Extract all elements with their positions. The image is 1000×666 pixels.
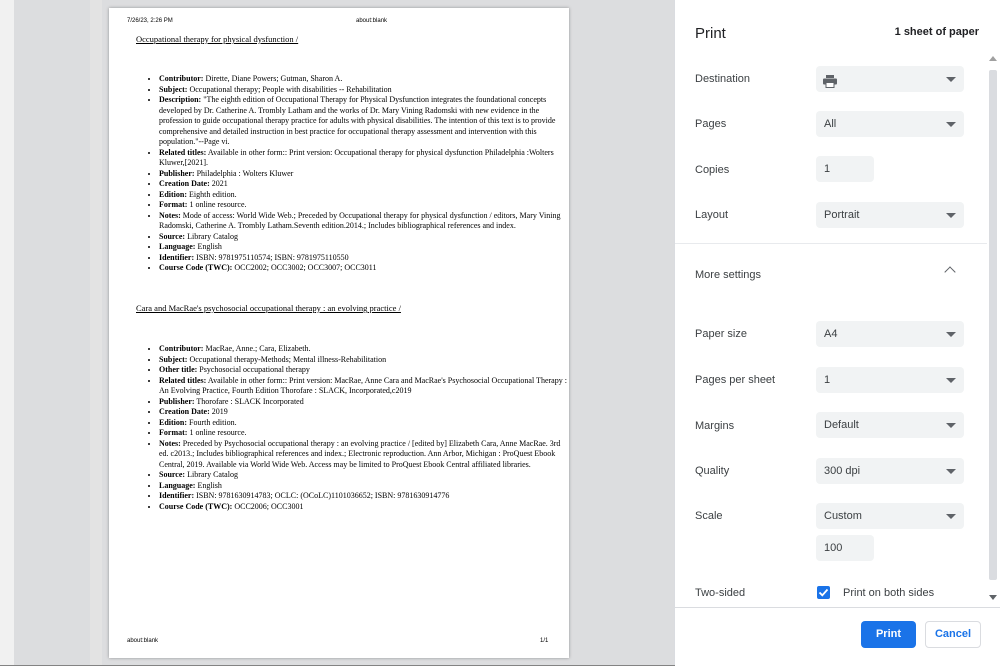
two-sided-checkbox[interactable]	[817, 586, 830, 599]
field-value: English	[195, 242, 222, 251]
field-label: Description:	[159, 95, 202, 104]
field-label: Other title:	[159, 365, 198, 374]
field-label: Identifier:	[159, 491, 195, 500]
scale-select[interactable]	[816, 503, 964, 529]
margins-select[interactable]	[816, 412, 964, 438]
chevron-down-icon	[946, 122, 956, 127]
record-fields	[133, 74, 569, 274]
field-value: "The eighth edition of Occupational Therapy for Physical Dysfunction integrates the foundational concepts developed by Dr. Catherine A. Trombly Latham and the works of Dr. Mary Vining Radomski with new evidence in the profession to guide occupational therapy practice for adults with physical disabilities. The intention of this text is to provide comprehensive and detailed instruction in best practice for occupational therapy assessment and intervention with this population."--Page vi.	[159, 95, 556, 146]
record-field	[159, 95, 569, 148]
record-field	[159, 355, 569, 366]
page-footer-page-count: 1/1	[540, 638, 549, 644]
record-field	[159, 190, 569, 201]
field-label: Contributor:	[159, 344, 204, 353]
field-label: Contributor:	[159, 74, 204, 83]
printer-icon	[823, 72, 837, 98]
record-field	[159, 397, 569, 408]
background-page-edge	[90, 0, 102, 665]
field-label: Identifier:	[159, 252, 195, 262]
field-value: Thorofare : SLACK Incorporated	[194, 396, 304, 406]
field-value: Psychosocial occupational therapy	[197, 365, 310, 374]
two-sided-label: Two-sided	[695, 587, 746, 599]
preview-page	[109, 8, 569, 658]
destination-select[interactable]	[816, 66, 964, 92]
margins-value: Default	[824, 419, 859, 431]
record-fields	[133, 344, 569, 512]
print-settings-panel	[674, 0, 1000, 665]
quality-value: 300 dpi	[824, 465, 861, 477]
background-page-edge	[0, 0, 14, 665]
field-value: 2019	[209, 407, 228, 416]
record-field	[159, 491, 569, 502]
field-label: Language:	[159, 480, 196, 490]
chevron-up-icon[interactable]	[944, 266, 955, 277]
field-label: Creation Date:	[159, 179, 210, 188]
field-label: Publisher:	[159, 396, 195, 406]
field-label: Source:	[159, 470, 186, 479]
chevron-down-icon	[946, 469, 956, 474]
field-label: Edition:	[159, 189, 188, 199]
page-header-url: about:blank	[356, 18, 388, 24]
chevron-down-icon	[946, 378, 956, 383]
record-field	[159, 263, 569, 274]
scale-label: Scale	[695, 510, 723, 522]
field-label: Course Code (TWC):	[159, 501, 233, 511]
field-value: ISBN: 9781975110574; ISBN: 9781975110550	[194, 252, 349, 262]
layout-value: Portrait	[824, 209, 860, 221]
field-label: Related titles:	[159, 375, 207, 385]
record-field	[159, 418, 569, 429]
field-value: OCC2006; OCC3001	[232, 501, 304, 511]
scale-percent-input[interactable]: 100	[816, 535, 874, 561]
field-value: Available in other form:: Print version: Occupational therapy for physical dysfunction Philadelphia :Wolters Kluwer,[2021].	[159, 147, 554, 167]
record-title: Cara and MacRae's psychosocial occupational therapy : an evolving practice /	[136, 303, 401, 313]
chevron-down-icon	[946, 514, 956, 519]
chevron-down-icon	[946, 332, 956, 337]
field-value: OCC2002; OCC3002; OCC3007; OCC3011	[232, 263, 377, 272]
page-footer-url: about:blank	[127, 638, 159, 644]
record-field	[159, 85, 569, 96]
print-button[interactable]: Print	[861, 621, 916, 648]
field-label: Language:	[159, 242, 196, 251]
record-title: Occupational therapy for physical dysfunction /	[136, 34, 299, 44]
pages-select[interactable]	[816, 111, 964, 137]
page-header-date: 7/26/23, 2:26 PM	[127, 18, 173, 24]
panel-title: Print	[695, 25, 726, 42]
record-field	[159, 481, 569, 492]
field-label: Related titles:	[159, 147, 207, 157]
record-field	[159, 344, 569, 355]
field-label: Format:	[159, 200, 188, 209]
field-label: Format:	[159, 428, 188, 437]
panel-scrollbar[interactable]	[989, 56, 997, 600]
field-label: Publisher:	[159, 168, 195, 178]
field-label: Notes:	[159, 210, 181, 220]
layout-select[interactable]	[816, 202, 964, 228]
field-value: Available in other form:: Print version: MacRae, Anne Cara and MacRae's Psychosocial Occupational Therapy : An Evolving Practice, Fourth Edition Thorofare : SLACK, Incorporated,c2019	[159, 375, 567, 395]
chevron-down-icon	[946, 213, 956, 218]
field-label: Creation Date:	[159, 407, 210, 416]
field-value: Eighth edition.	[187, 189, 237, 199]
record-field	[159, 200, 569, 211]
cancel-button[interactable]: Cancel	[925, 621, 981, 648]
field-value: 1 online resource.	[187, 428, 247, 437]
quality-select[interactable]	[816, 458, 964, 484]
destination-label: Destination	[695, 73, 751, 85]
field-value: Mode of access: World Wide Web.; Preceded by Occupational therapy for physical dysfunction / editors, Mary Vining Radomski, Catherine A. Trombly Latham.Seventh edition.2014.; Includes bibliographical references and index.	[159, 210, 561, 230]
more-settings-toggle[interactable]: More settings	[695, 269, 762, 281]
record-field	[159, 179, 569, 190]
field-label: Subject:	[159, 354, 188, 364]
field-value: Library Catalog	[185, 231, 238, 241]
paper-size-select[interactable]	[816, 321, 964, 347]
record-field	[159, 376, 569, 397]
chevron-down-icon	[946, 423, 956, 428]
paper-size-value: A4	[824, 328, 838, 340]
field-label: Source:	[159, 231, 186, 241]
check-icon	[818, 587, 829, 598]
record-field	[159, 470, 569, 481]
field-value: Occupational therapy-Methods; Mental illness-Rehabilitation	[187, 354, 387, 364]
field-label: Subject:	[159, 84, 188, 94]
panel-footer	[675, 607, 1000, 666]
field-value: Dirette, Diane Powers; Gutman, Sharon A.	[203, 74, 343, 83]
pages-per-sheet-select[interactable]	[816, 367, 964, 393]
record-field	[159, 253, 569, 264]
record-field	[159, 407, 569, 418]
field-value: English	[195, 480, 222, 490]
field-value: 2021	[209, 179, 228, 188]
record-field	[159, 365, 569, 376]
record-field	[159, 428, 569, 439]
chevron-down-icon	[946, 77, 956, 82]
pages-per-sheet-label: Pages per sheet	[695, 374, 776, 386]
record-field	[159, 242, 569, 253]
record-field	[159, 169, 569, 180]
paper-size-label: Paper size	[695, 328, 747, 340]
field-value: 1 online resource.	[187, 200, 247, 209]
field-label: Course Code (TWC):	[159, 263, 233, 272]
quality-label: Quality	[695, 465, 730, 477]
copies-input[interactable]: 1	[816, 156, 874, 182]
scroll-down-icon[interactable]	[989, 595, 997, 600]
scale-value: Custom	[824, 510, 862, 522]
record-field	[159, 232, 569, 243]
field-value: MacRae, Anne.; Cara, Elizabeth.	[203, 344, 311, 353]
sheet-count: 1 sheet of paper	[894, 26, 979, 38]
field-value: ISBN: 9781630914783; OCLC: (OCoLC)1101036652; ISBN: 9781630914776	[194, 491, 450, 500]
scroll-up-icon[interactable]	[989, 56, 997, 61]
field-value: Occupational therapy; People with disabilities -- Rehabilitation	[187, 84, 392, 94]
pages-per-sheet-value: 1	[824, 374, 831, 386]
record-field	[159, 439, 569, 471]
field-value: Preceded by Psychosocial occupational therapy : an evolving practice / [edited by] Elizabeth Cara, Anne MacRae. 3rd ed. c2013.; Includes bibliographical references and index.; Electronic reproduction. Ann Arbor, Michigan : ProQuest Ebook Central, 2019. Available via World Wide Web. Access may be limited to ProQuest Ebook Central affiliated libraries.	[159, 438, 561, 469]
divider	[675, 243, 987, 244]
field-value: Library Catalog	[185, 470, 238, 479]
layout-label: Layout	[695, 209, 729, 221]
field-value: Fourth edition.	[187, 417, 237, 427]
field-value: Philadelphia : Wolters Kluwer	[194, 168, 294, 178]
pages-value: All	[824, 118, 837, 130]
record-field	[159, 502, 569, 513]
field-label: Notes:	[159, 438, 181, 448]
copies-label: Copies	[695, 164, 730, 176]
pages-label: Pages	[695, 118, 727, 130]
field-label: Edition:	[159, 417, 188, 427]
record-field	[159, 74, 569, 85]
scroll-thumb[interactable]	[989, 70, 997, 580]
two-sided-option-label[interactable]: Print on both sides	[843, 587, 935, 599]
record-field	[159, 211, 569, 232]
record-field	[159, 148, 569, 169]
margins-label: Margins	[695, 420, 735, 432]
